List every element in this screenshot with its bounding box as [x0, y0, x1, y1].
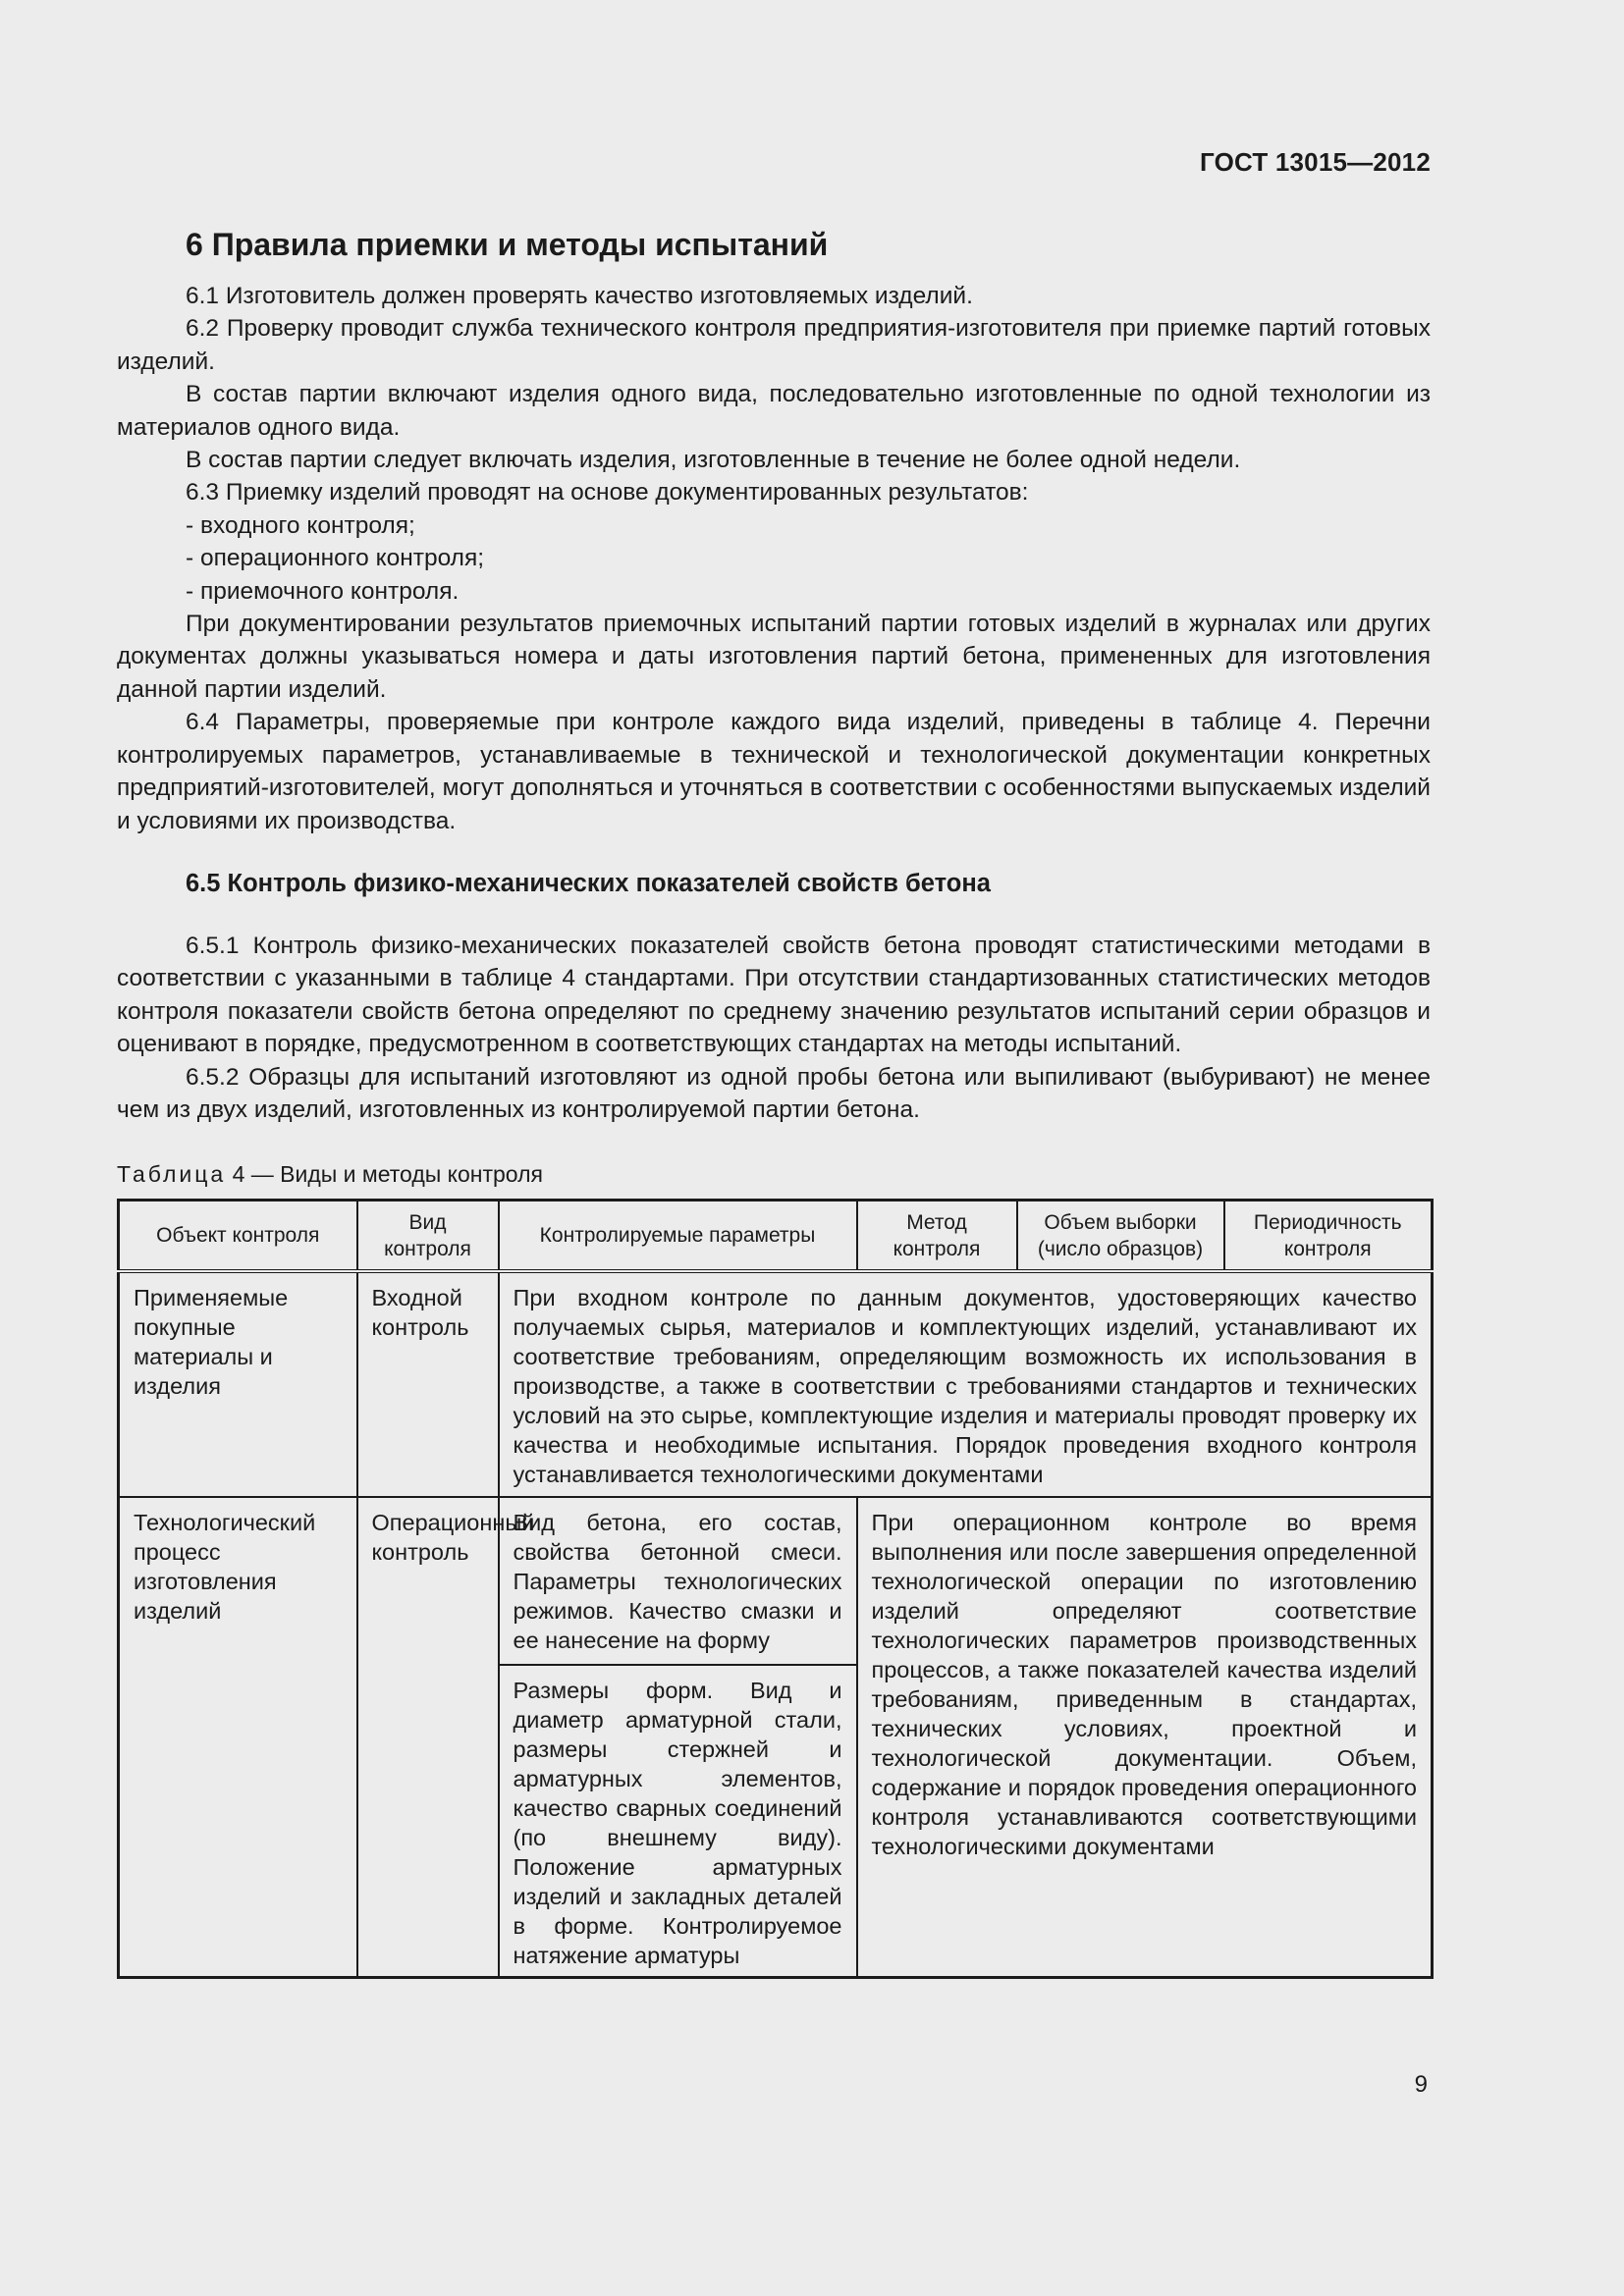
control-table [117, 1199, 1434, 1979]
paragraph-6-1: 6.1 Изготовитель должен проверять качество изготовляемых изделий. [186, 283, 973, 309]
paragraph-batch-composition: В состав партии включают изделия одного вида, последовательно изготовленные по одной технологии из материалов одного вида. [117, 381, 1431, 441]
section-title: 6 Правила приемки и методы испытаний [186, 227, 829, 262]
cell-parameters: Вид бетона, его состав, свойства бетонной смеси. Параметры технологических режимов. Качество смазки и ее нанесение на форму [499, 1497, 857, 1665]
paragraph-6-2: 6.2 Проверку проводит служба технического контроля предприятия-изготовителя при приемке партий готовых изделий. [117, 315, 1431, 375]
list-item: - операционного контроля; [186, 545, 485, 572]
page-content [117, 221, 1431, 1979]
header-kind: Вид контроля [357, 1201, 499, 1271]
cell-description: При операционном контроле во время выполнения или после завершения определенной технологической операции по изготовлению изделий определяют соответствие технологических параметров производственных процессов, а также показателей качества изделий требованиям, приведенным в стандартах, технических условиях, проектной и технологической документации. Объем, содержание и порядок проведения операционного контроля устанавливаются соответствующими технологическими документами [857, 1497, 1433, 1978]
cell-object: Технологический процесс изготовления изделий [119, 1497, 357, 1978]
subsection-title: 6.5 Контроль физико-механических показателей свойств бетона [186, 869, 991, 897]
document-code: ГОСТ 13015—2012 [1200, 147, 1431, 177]
table-caption-text: 4 — Виды и методы контроля [226, 1161, 543, 1188]
table-row [119, 1497, 1433, 1665]
table-header-row [119, 1201, 1433, 1271]
header-parameters: Контролируемые параметры [499, 1201, 857, 1271]
header-sample-size: Объем выборки (число образцов) [1017, 1201, 1224, 1271]
list-item: - входного контроля; [186, 511, 415, 539]
cell-object: Применяемые покупные материалы и изделия [119, 1271, 357, 1497]
paragraph-documentation: При документировании результатов приемочных испытаний партии готовых изделий в журналах или других документах должны указываться номера и даты изготовления партий бетона, примененных для изготовления данной партии изделий. [117, 611, 1431, 703]
paragraph-6-4: 6.4 Параметры, проверяемые при контроле каждого вида изделий, приведены в таблице 4. Перечни контролируемых параметров, устанавливаемые в технической и технологической документации конкретных предприятий-изготовителей, могут дополняться и уточняться в соответствии с особенностями выпускаемых изделий и условиями их производства. [117, 709, 1431, 834]
paragraph-6-3: 6.3 Приемку изделий проводят на основе документированных результатов: [186, 479, 1029, 507]
paragraph-batch-period: В состав партии следует включать изделия, изготовленные в течение не более одной недели. [186, 447, 1241, 474]
table-row [119, 1271, 1433, 1497]
table-caption-label: Таблица [117, 1161, 227, 1188]
paragraph-6-5-2: 6.5.2 Образцы для испытаний изготовляют из одной пробы бетона или выпиливают (выбуривают) не менее чем из двух изделий, изготовленных из контролируемой партии бетона. [117, 1063, 1431, 1123]
cell-parameters: Размеры форм. Вид и диаметр арматурной стали, размеры стержней и арматурных элементов, качество сварных соединений (по внешнему виду). Положение арматурных изделий и закладных деталей в форме. Контролируемое натяжение арматуры [499, 1665, 857, 1978]
header-method: Метод контроля [857, 1201, 1017, 1271]
cell-kind: Входной контроль [357, 1271, 499, 1497]
header-periodicity: Периодичность контроля [1224, 1201, 1433, 1271]
cell-kind: Операционный контроль [357, 1497, 499, 1978]
page-number: 9 [1414, 2071, 1428, 2098]
paragraph-6-5-1: 6.5.1 Контроль физико-механических показателей свойств бетона проводят статистическими методами в соответствии с указанными в таблице 4 стандартами. При отсутствии стандартизованных статистических методов контроля показатели свойств бетона определяют по среднему значению результатов испытаний серии образцов и оценивают в порядке, предусмотренном в соответствующих стандартах на методы испытаний. [117, 932, 1431, 1058]
cell-description: При входном контроле по данным документов, удостоверяющих качество получаемых сырья, материалов и комплектующих изделий, устанавливают их соответствие требованиям, определяющим возможность их использования в производстве, а также в соответствии с требованиями стандартов и технических условий на это сырье, комплектующие изделия и материалы проводят проверку их качества и необходимые испытания. Порядок проведения входного контроля устанавливается технологическими документами [499, 1271, 1433, 1497]
header-object: Объект контроля [119, 1201, 357, 1271]
list-item: - приемочного контроля. [186, 577, 460, 605]
table-caption [117, 1159, 1431, 1189]
